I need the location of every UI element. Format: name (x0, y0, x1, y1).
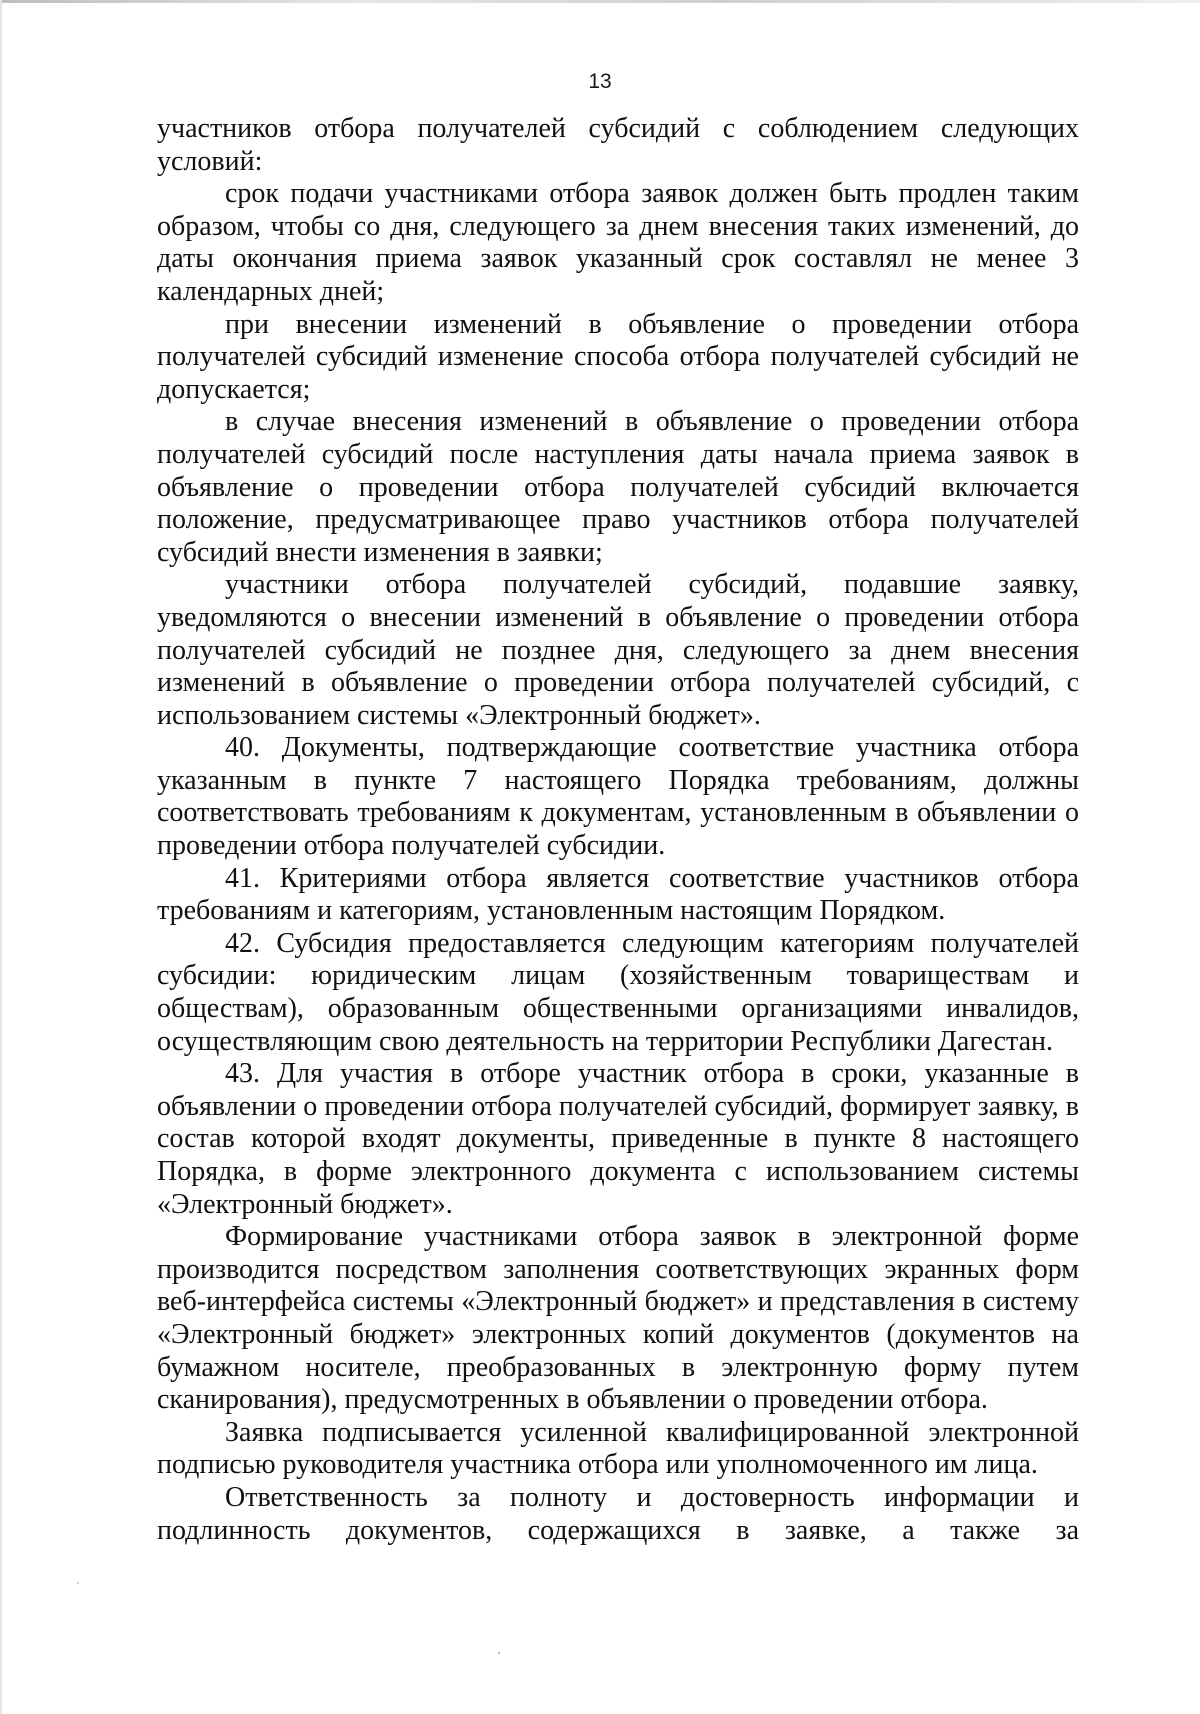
scan-speck (498, 1652, 500, 1654)
paragraph-item-42: 42. Субсидия предоставляется следующим категориям получателей субсидии: юридическим лицам (хозяйственным товариществам и обществам), образованным общественными организациями инвалидов, осуществляющим свою деятельность на территории Республики Дагестан. (157, 927, 1079, 1057)
paragraph-participant-notification: участники отбора получателей субсидий, подавшие заявку, уведомляются о внесении изменений в объявление о проведении отбора получателей субсидий не позднее дня, следующего за днем внесения изменений в объявление о проведении отбора получателей субсидий, с использованием системы «Электронный бюджет». (157, 569, 1079, 731)
scan-left-edge (0, 0, 2, 1714)
scan-top-edge (0, 0, 1200, 3)
paragraph-method-change: при внесении изменений в объявление о проведении отбора получателей субсидий изменение способа отбора получателей субсидий не допускается; (157, 308, 1079, 405)
scan-speck (77, 1582, 79, 1584)
paragraph-deadline-extension: срок подачи участниками отбора заявок должен быть продлен таким образом, чтобы со дня, следующего за днем внесения таких изменений, до даты окончания приема заявок указанный срок составлял не менее 3 календарных дней; (157, 178, 1079, 307)
paragraph-item-40: 40. Документы, подтверждающие соответствие участника отбора указанным в пункте 7 настоящего Порядка требованиям, должны соответствовать требованиям к документам, установленным в объявлении о проведении отбора получателей субсидии. (157, 732, 1079, 862)
paragraph-electronic-form: Формирование участниками отбора заявок в электронной форме производится посредством заполнения соответствующих экранных форм веб-интерфейса системы «Электронный бюджет» и представления в систему «Электронный бюджет» электронных копий документов (документов на бумажном носителе, преобразованных в электронную форму путем сканирования), предусмотренных в объявлении о проведении отбора. (157, 1221, 1079, 1416)
paragraph-changes-after-start: в случае внесения изменений в объявление о проведении отбора получателей субсидий после наступления даты начала приема заявок в объявление о проведении отбора получателей субсидий включается положение, предусматривающее право участников отбора получателей субсидий внести изменения в заявки; (157, 406, 1079, 568)
paragraph-signature: Заявка подписывается усиленной квалифицированной электронной подписью руководителя участника отбора или уполномоченного им лица. (157, 1416, 1079, 1481)
paragraph-item-41: 41. Критериями отбора является соответствие участников отбора требованиям и категориям, установленным настоящим Порядком. (157, 862, 1079, 927)
page-number: 13 (588, 70, 612, 93)
paragraph-continuation: участников отбора получателей субсидий с соблюдением следующих условий: (157, 113, 1079, 177)
paragraph-item-43: 43. Для участия в отборе участник отбора в сроки, указанные в объявлении о проведении отбора получателей субсидий, формирует заявку, в состав которой входят документы, приведенные в пункте 8 настоящего Порядка, в форме электронного документа с использованием системы «Электронный бюджет». (157, 1058, 1079, 1220)
paragraph-responsibility: Ответственность за полноту и достоверность информации и подлинность документов, содержащихся в заявке, а также за (157, 1481, 1079, 1546)
document-body (157, 113, 1079, 1547)
